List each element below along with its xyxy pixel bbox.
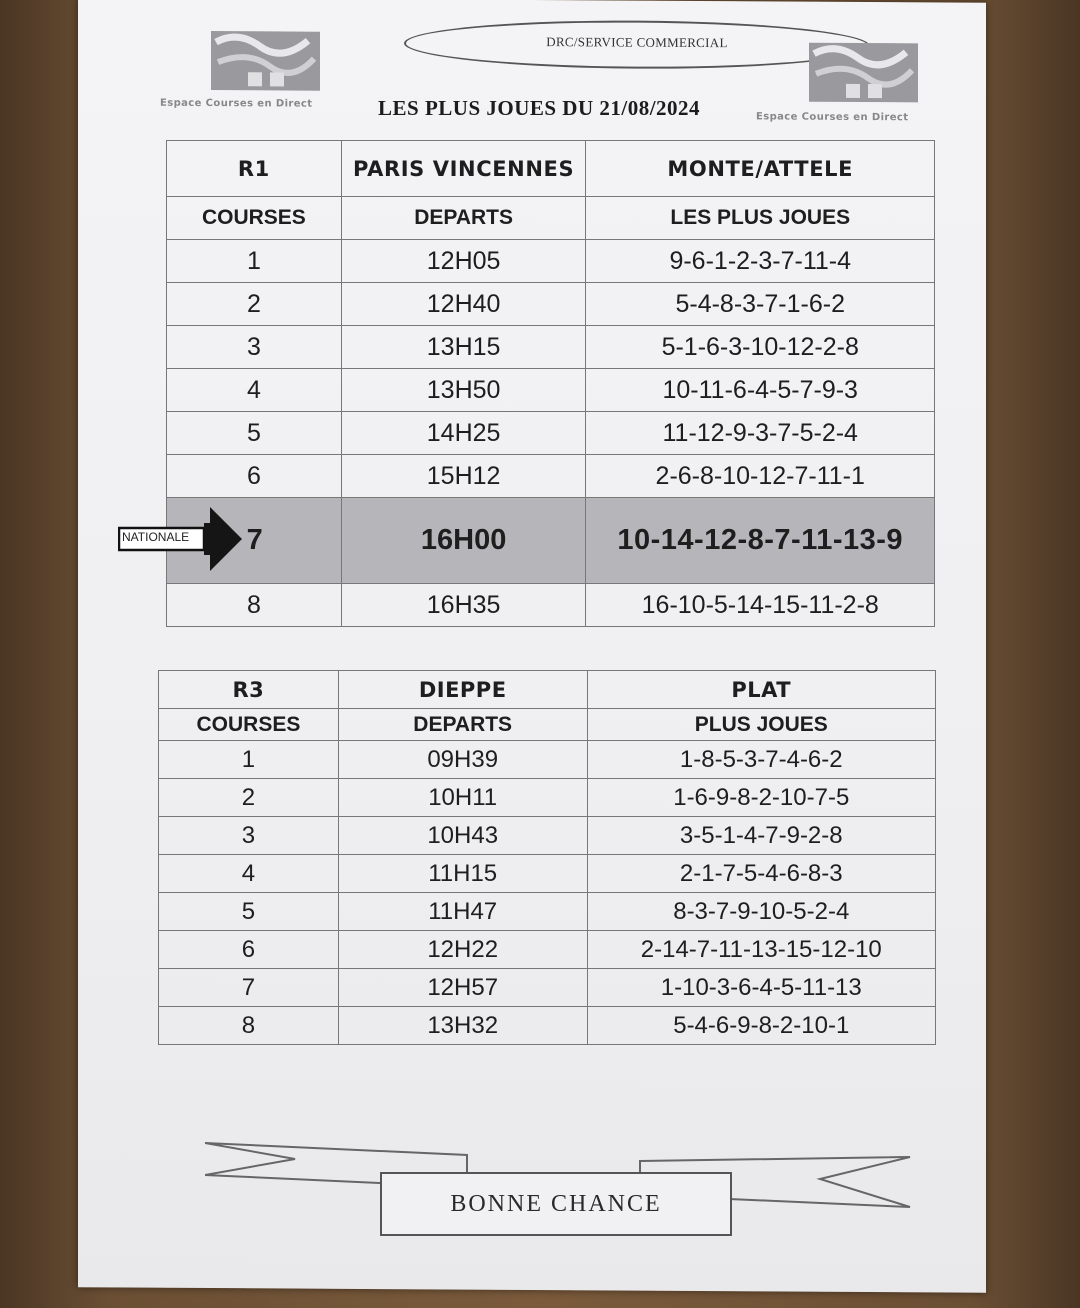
- course-number: 3: [167, 326, 342, 369]
- depart-time: 15H12: [341, 455, 586, 498]
- plus-joues: 1-10-3-6-4-5-11-13: [587, 969, 935, 1007]
- table-row: [167, 584, 935, 627]
- depart-time: 12H57: [338, 969, 587, 1007]
- depart-time: 11H47: [338, 893, 587, 931]
- depart-time: 14H25: [341, 412, 586, 455]
- table-row: [159, 931, 936, 969]
- course-number: 4: [159, 855, 339, 893]
- logo-right: [806, 40, 921, 106]
- depart-time: 10H43: [338, 817, 587, 855]
- course-number: 8: [159, 1007, 339, 1045]
- course-number: 8: [167, 584, 342, 627]
- table-row: [167, 240, 935, 283]
- course-number: 5: [159, 893, 339, 931]
- depart-time: 13H15: [341, 326, 586, 369]
- logo-left-subtitle: Espace Courses en Direct: [160, 97, 313, 110]
- plus-joues: 10-14-12-8-7-11-13-9: [586, 498, 935, 584]
- r3-col-joues: PLUS JOUES: [587, 709, 935, 741]
- course-number: 4: [167, 369, 342, 412]
- service-label: DRC/SERVICE COMMERCIAL: [546, 34, 728, 51]
- depart-time: 12H22: [338, 931, 587, 969]
- depart-time: 16H35: [341, 584, 586, 627]
- r1-reunion: R1: [167, 141, 342, 197]
- depart-time: 12H05: [341, 240, 586, 283]
- r1-table: [166, 140, 935, 627]
- course-number: 2: [159, 779, 339, 817]
- plus-joues: 1-6-9-8-2-10-7-5: [587, 779, 935, 817]
- table-row: [167, 283, 935, 326]
- r1-col-joues: LES PLUS JOUES: [586, 197, 935, 240]
- r1-col-departs: DEPARTS: [341, 197, 586, 240]
- depart-time: 13H50: [341, 369, 586, 412]
- depart-time: 10H11: [338, 779, 587, 817]
- r3-header-row: [159, 671, 936, 709]
- r3-column-headers: [159, 709, 936, 741]
- course-number: 6: [167, 455, 342, 498]
- page-title: LES PLUS JOUES DU 21/08/2024: [378, 96, 701, 120]
- course-number: 5: [167, 412, 342, 455]
- r1-col-courses: COURSES: [167, 197, 342, 240]
- plus-joues: 2-14-7-11-13-15-12-10: [587, 931, 935, 969]
- table-row: [167, 412, 935, 455]
- r1-header-row: [167, 141, 935, 197]
- table-row: [159, 779, 936, 817]
- r3-col-courses: COURSES: [159, 709, 339, 741]
- plus-joues: 2-6-8-10-12-7-11-1: [586, 455, 935, 498]
- bonne-chance-banner: BONNE CHANCE: [380, 1172, 732, 1236]
- depart-time: 09H39: [338, 741, 587, 779]
- r1-column-headers: [167, 197, 935, 240]
- table-row: [159, 855, 936, 893]
- r1-discipline: MONTE/ATTELE: [586, 141, 935, 197]
- service-oval: [404, 19, 870, 70]
- table-row: [167, 369, 935, 412]
- table-row: [159, 817, 936, 855]
- r3-reunion: R3: [159, 671, 339, 709]
- nationale-label: NATIONALE: [122, 530, 190, 544]
- r3-hippodrome: DIEPPE: [338, 671, 587, 709]
- plus-joues: 5-1-6-3-10-12-2-8: [586, 326, 935, 369]
- course-number: 7: [167, 498, 342, 584]
- table-row: [167, 326, 935, 369]
- plus-joues: 2-1-7-5-4-6-8-3: [587, 855, 935, 893]
- course-number: 2: [167, 283, 342, 326]
- plus-joues: 5-4-8-3-7-1-6-2: [586, 283, 935, 326]
- course-number: 1: [167, 240, 342, 283]
- table-row: [167, 455, 935, 498]
- logo-right-subtitle: Espace Courses en Direct: [756, 111, 909, 124]
- r3-table: [158, 670, 936, 1045]
- logo-left: [208, 28, 323, 94]
- plus-joues: 8-3-7-9-10-5-2-4: [587, 893, 935, 931]
- plus-joues: 3-5-1-4-7-9-2-8: [587, 817, 935, 855]
- plus-joues: 9-6-1-2-3-7-11-4: [586, 240, 935, 283]
- plus-joues: 5-4-6-9-8-2-10-1: [587, 1007, 935, 1045]
- table-row-highlighted: [167, 498, 935, 584]
- plus-joues: 11-12-9-3-7-5-2-4: [586, 412, 935, 455]
- plus-joues: 16-10-5-14-15-11-2-8: [586, 584, 935, 627]
- r3-discipline: PLAT: [587, 671, 935, 709]
- depart-time: 16H00: [341, 498, 586, 584]
- course-number: 6: [159, 931, 339, 969]
- table-row: [159, 893, 936, 931]
- table-row: [159, 741, 936, 779]
- r1-hippodrome: PARIS VINCENNES: [341, 141, 586, 197]
- table-row: [159, 969, 936, 1007]
- table-row: [159, 1007, 936, 1045]
- depart-time: 11H15: [338, 855, 587, 893]
- plus-joues: 10-11-6-4-5-7-9-3: [586, 369, 935, 412]
- plus-joues: 1-8-5-3-7-4-6-2: [587, 741, 935, 779]
- depart-time: 12H40: [341, 283, 586, 326]
- course-number: 1: [159, 741, 339, 779]
- r3-col-departs: DEPARTS: [338, 709, 587, 741]
- course-number: 7: [159, 969, 339, 1007]
- course-number: 3: [159, 817, 339, 855]
- depart-time: 13H32: [338, 1007, 587, 1045]
